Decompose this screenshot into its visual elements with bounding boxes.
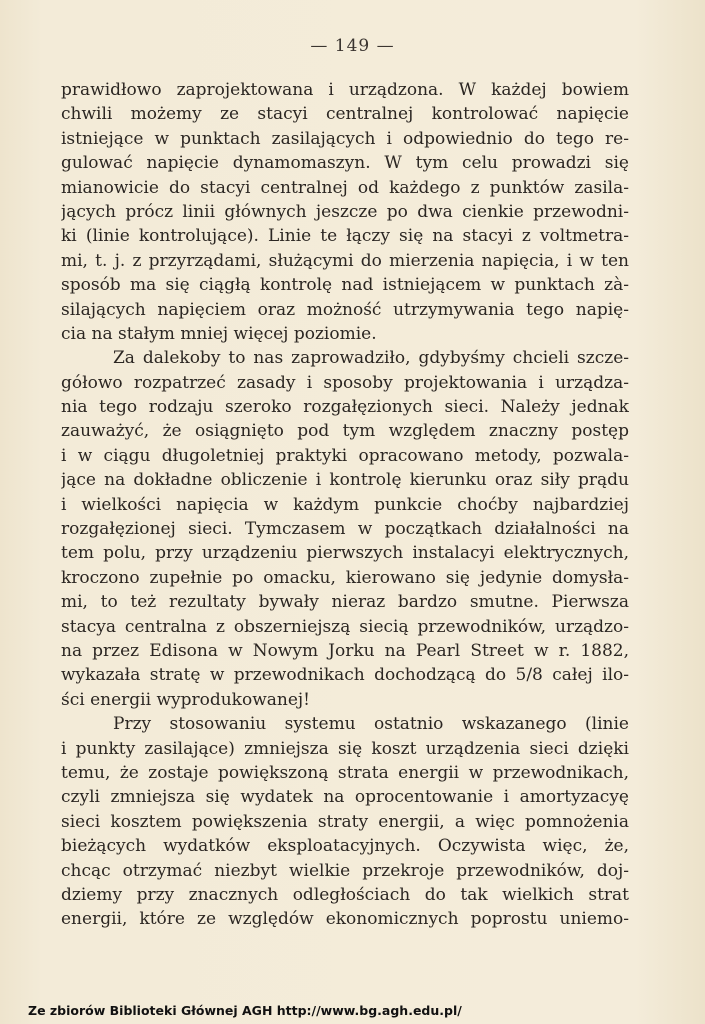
text-line: silających napięciem oraz możność utrzymywania tego napię-: [61, 299, 629, 320]
text-line: wykazała stratę w przewodnikach dochodzącą do 5/8 całej ilo-: [61, 665, 629, 686]
page-number: — 149 —: [310, 36, 395, 56]
library-footer: Ze zbiorów Biblioteki Głównej AGH http://www.bg.agh.edu.pl/: [28, 1003, 462, 1018]
text-line: na przez Edisona w Nowym Jorku na Pearl Street w r. 1882,: [61, 640, 629, 661]
text-line: kroczono zupełnie po omacku, kierowano się jedynie domysła-: [61, 567, 629, 588]
text-line: i punkty zasilające) zmniejsza się koszt urządzenia sieci dzięki: [61, 738, 629, 759]
text-line: ki (linie kontrolujące). Linie te łączy się na stacyi z voltmetra-: [61, 226, 629, 247]
text-line: istniejące w punktach zasilających i odpowiednio do tego re-: [61, 128, 629, 149]
text-line: energii, które ze względów ekonomicznych poprostu uniemo-: [61, 909, 629, 930]
text-line: czyli zmniejsza się wydatek na oprocentowanie i amortyzacyę: [61, 787, 629, 808]
text-line: i w ciągu długoletniej praktyki opracowano metody, pozwala-: [61, 445, 629, 466]
text-line: jące na dokładne obliczenie i kontrolę kierunku oraz siły prądu: [61, 470, 629, 491]
text-line: stacya centralna z obszerniejszą siecią przewodników, urządzo-: [61, 616, 629, 637]
text-line: mi, to też rezultaty bywały nieraz bardzo smutne. Pierwsza: [61, 592, 629, 613]
text-line: Przy stosowaniu systemu ostatnio wskazanego (linie: [113, 714, 629, 735]
text-line: bieżących wydatków eksploatacyjnych. Oczywista więc, że,: [61, 836, 629, 857]
text-line: Za dalekoby to nas zaprowadziło, gdybyśmy chcieli szcze-: [113, 348, 629, 369]
text-line: i wielkości napięcia w każdym punkcie choćby najbardziej: [61, 494, 629, 515]
text-line: gółowo rozpatrzeć zasady i sposoby projektowania i urządza-: [61, 372, 629, 393]
text-line: ści energii wyprodukowanej!: [61, 689, 311, 710]
text-line: mi, t. j. z przyrządami, służącymi do mierzenia napięcia, i w ten: [61, 250, 629, 271]
text-line: dziemy przy znacznych odległościach do tak wielkich strat: [61, 884, 629, 905]
text-line: prawidłowo zaprojektowana i urządzona. W każdej bowiem: [61, 80, 629, 100]
text-line: zauważyć, że osiągnięto pod tym względem znaczny postęp: [61, 421, 629, 442]
text-line: rozgałęzionej sieci. Tymczasem w początkach działalności na: [61, 519, 629, 540]
text-line: chwili możemy ze stacyi centralnej kontrolować napięcie: [61, 104, 629, 125]
text-line: sieci kosztem powiększenia straty energii, a więc pomnożenia: [61, 811, 629, 832]
text-line: sposób ma się ciągłą kontrolę nad istniejącem w punktach zà-: [61, 275, 629, 296]
body-text: [61, 78, 629, 932]
text-line: temu, że zostaje powiększoną strata energii w przewodnikach,: [61, 762, 629, 783]
text-line: chcąc otrzymać niezbyt wielkie przekroje przewodników, doj-: [61, 860, 629, 881]
text-line: gulować napięcie dynamomaszyn. W tym celu prowadzi się: [61, 153, 629, 174]
text-line: mianowicie do stacyi centralnej od każdego z punktów zasila-: [61, 177, 629, 198]
text-line: nia tego rodzaju szeroko rozgałęzionych sieci. Należy jednak: [61, 397, 629, 418]
text-line: tem polu, przy urządzeniu pierwszych instalacyi elektrycznych,: [61, 543, 629, 564]
text-line: jących prócz linii głównych jeszcze po dwa cienkie przewodni-: [61, 201, 629, 222]
text-line: cia na stałym mniej więcej poziomie.: [61, 323, 377, 344]
